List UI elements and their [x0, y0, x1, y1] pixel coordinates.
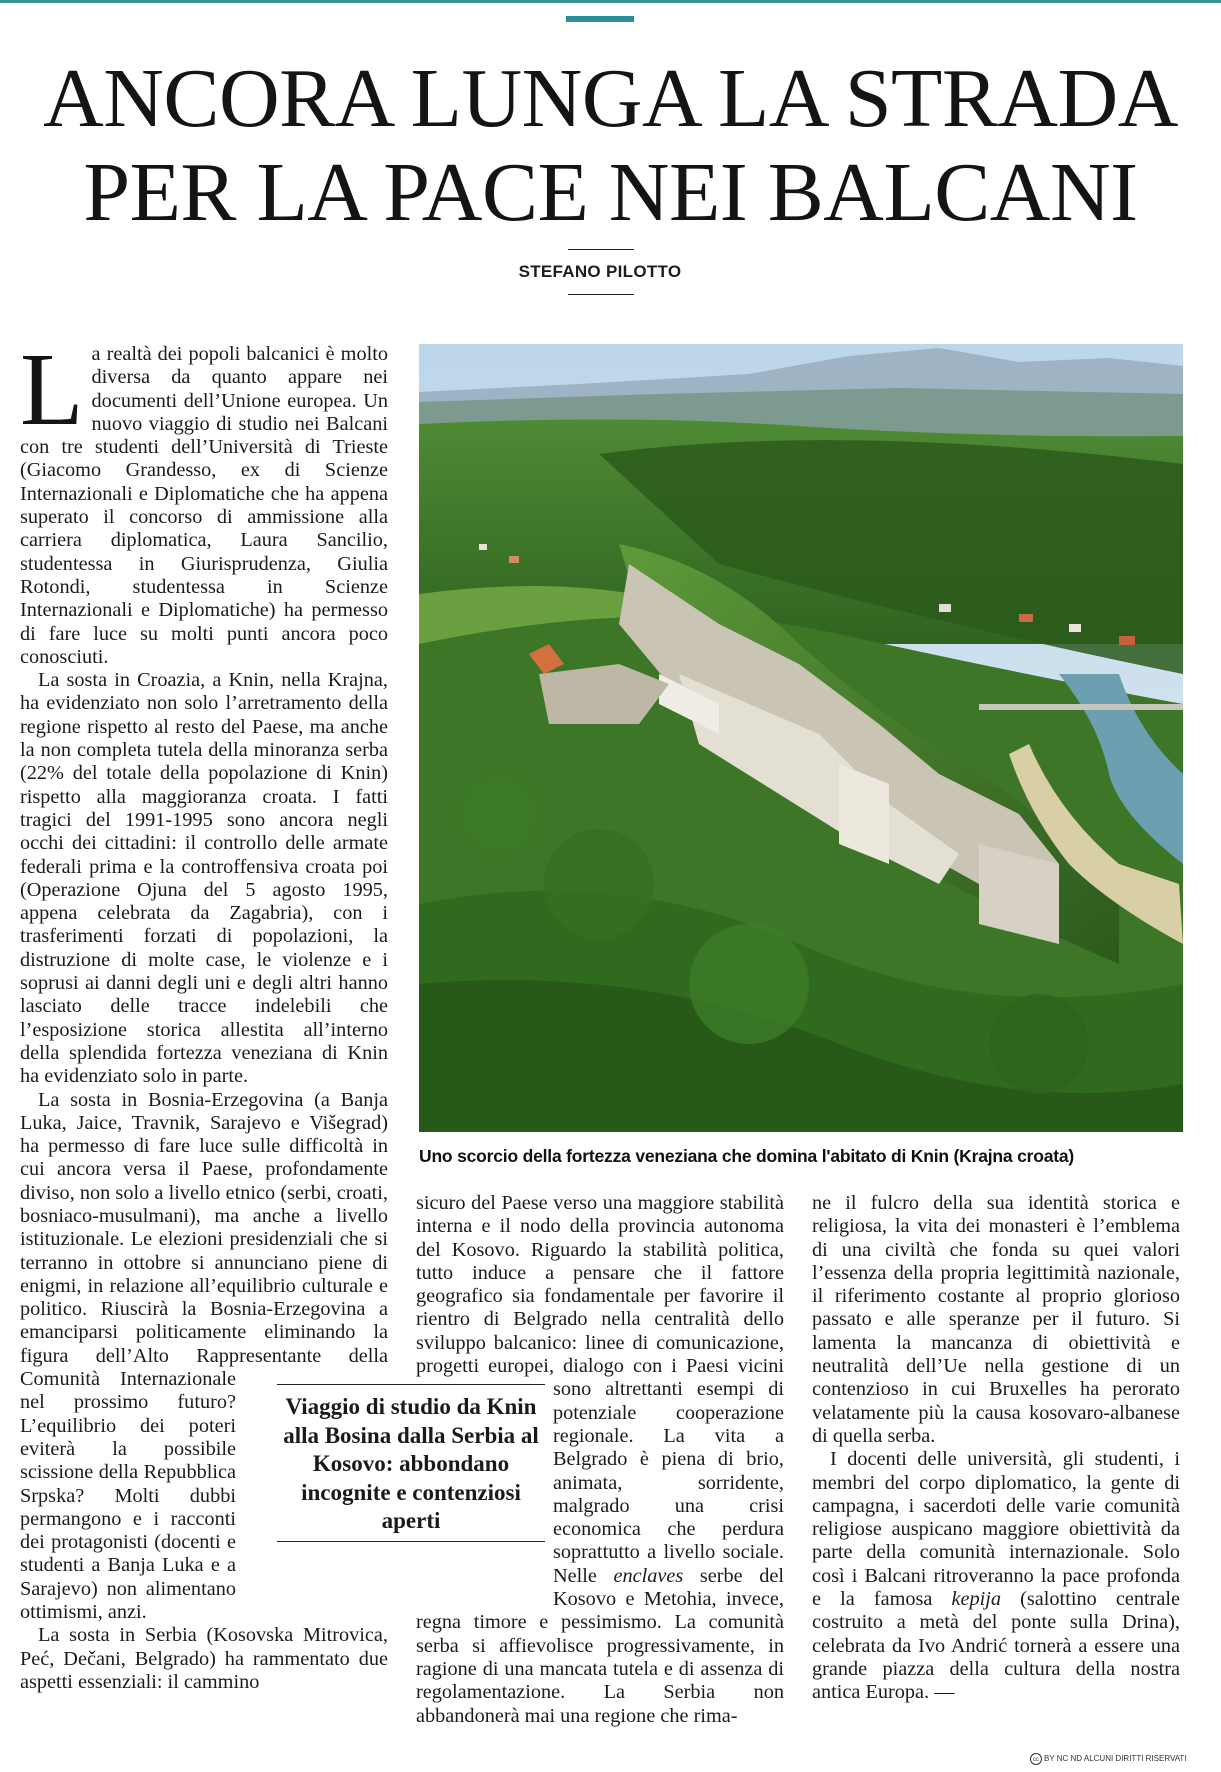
- byline-rule-bottom: [568, 294, 634, 295]
- rights-text: BY NC ND ALCUNI DIRITTI RISERVATI: [1044, 1754, 1187, 1764]
- byline-rule-top: [568, 249, 634, 250]
- headline: [20, 52, 1201, 240]
- paragraph: La sosta in Bosnia-Erzegovina (a Banja Luka, Jaice, Travnik, Sarajevo e Višegrad) ha permesso di fare luce sulle difficoltà in cui ancora versa il Paese, profondamente diviso, non solo a livello etnico (serbi, croati, bosniaco-musulmani), ma anche a livello istituzionale. Le elezioni presidenziali che si terranno in ottobre si annunciano piene di enigmi, in relazione all’equilibrio culturale e politico. Riuscirà la Bosnia-Erzegovina a emanciparsi politicamente eliminando la figura dell’Alto Rappresentante della Comunità Internazionale nel prossimo futuro? L’equilibrio dei poteri eviterà la possibile scissione della Repubblica Srpska? Molti dubbi permangono e i racconti dei protagonisti (docenti e studenti a Banja Luka e a Sarajevo) non alimentano ottimismi, anzi.: [20, 1088, 388, 1624]
- headline-line-1: ANCORA LUNGA LA STRADA: [43, 52, 1178, 145]
- knin-fortress-landscape-image: [419, 344, 1183, 1132]
- section-accent-bar: [566, 16, 634, 22]
- paragraph: ne il fulcro della sua identità storica e religiosa, la vita dei monasteri è l’emblema di una civiltà che fonda su quei valori l’essenza della propria legittimità nazionale, il riferimento costante al proprio glorioso passato e alle speranze per il futuro. Si lamenta la mancanza di obiettività e neutralità dell’Ue nella gestione di un contenzioso in cui Bruxelles ha perorato velatamente più la causa kosovaro-albanese di quella serba.: [812, 1192, 1180, 1447]
- article-column-1: [20, 332, 388, 1763]
- paragraph: I docenti delle università, gli studenti, i membri del corpo diplomatico, la gente di campagna, i sacerdoti delle varie comunità religiose auspicano maggiore obiettività da parte della comunità internazionale. Solo così i Balcani ritroveranno la pace profonda e la famosa kepija (salottino centrale costruito a metà del ponte sulla Drina), celebrata da Ivo Andrić tornerà a essere una grande piazza della cultura della nostra antica Europa. —: [812, 1448, 1181, 1704]
- paragraph: La sosta in Croazia, a Knin, nella Krajna, ha evidenziato non solo l’arretramento della regione rispetto al resto del Paese, ma anche la non completa tutela della minoranza serba (22% del totale della popolazione di Knin) rispetto alla maggioranza croata. I fatti tragici del 1991-1995 sono ancora negli occhi dei cittadini: il controllo delle armate federali prima e la controffensiva croata poi (Operazione Ojuna del 5 agosto 1995, appena celebrata da Zagabria), con i trasferimenti forzati di popolazioni, la distruzione di molte case, le violenze e i soprusi ai danni degli uni e degli altri hanno lasciato delle tracce indelebili che l’esposizione storica allestita all’interno della splendida fortezza veneziana di Knin ha evidenziato solo in parte.: [20, 669, 388, 1088]
- fortress-photo: [419, 344, 1183, 1132]
- paragraph: [20, 332, 388, 669]
- pull-quote: Viaggio di studio da Knin alla Bosina dalla Serbia al Kosovo: abbondano incognite e contenziosi aperti: [277, 1384, 545, 1542]
- byline: STEFANO PILOTTO: [518, 262, 682, 281]
- copyright-notice: [1030, 1753, 1190, 1765]
- creative-commons-icon: cc: [1030, 1753, 1042, 1765]
- top-rule: [0, 0, 1221, 3]
- headline-line-2: PER LA PACE NEI BALCANI: [83, 146, 1138, 239]
- paragraph: sicuro del Paese verso una maggiore stabilità interna e il nodo della provincia autonoma del Kosovo. Riguardo la stabilità politica, tutto induce a pensare che il fattore geografico sia fondamentale per favorire il rientro di Belgrado nella centralità dello sviluppo balcanico: linee di comunicazione, progetti europei, dialogo con i Paesi vicini sono altrettanti esempi di potenziale cooperazione regionale. La vita a Belgrado è piena di brio, animata, sorridente, malgrado una crisi economica che perdura soprattutto a livello sociale. Nelle enclaves serbe del Kosovo e Metohia, invece, regna timore e pessimismo. La comunità serba si affievolisce progressivamente, in ragione di una mancata tutela e di assenza di regolamentazione. La Serbia non abbandonerà mai una regione che rima-: [416, 1192, 784, 1727]
- paragraph-text: a realtà dei popoli balcanici è molto diversa da quanto appare nei documenti dell’Unione europea. Un nuovo viaggio di studio nei Balcani con tre studenti dell’Università di Trieste (Giacomo Grandesso, ex di Scienze Internazionali e Diplomatiche che ha appena superato il concorso di ammissione alla carriera diplomatica, Laura Sancilio, studentessa in Giurisprudenza, Giulia Rotondi, studentessa in Scienze Internazionali e Diplomatiche) ha permesso di fare luce su molti punti ancora poco conosciuti.: [20, 343, 388, 668]
- photo-caption: Uno scorcio della fortezza veneziana che domina l'abitato di Knin (Krajna croata): [419, 1146, 1075, 1166]
- paragraph: La sosta in Serbia (Kosovska Mitrovica, Peć, Dečani, Belgrado) ha rammentato due aspetti essenziali: il cammino: [20, 1624, 388, 1693]
- article-column-3: [812, 1192, 1180, 1740]
- drop-cap: L: [20, 332, 84, 447]
